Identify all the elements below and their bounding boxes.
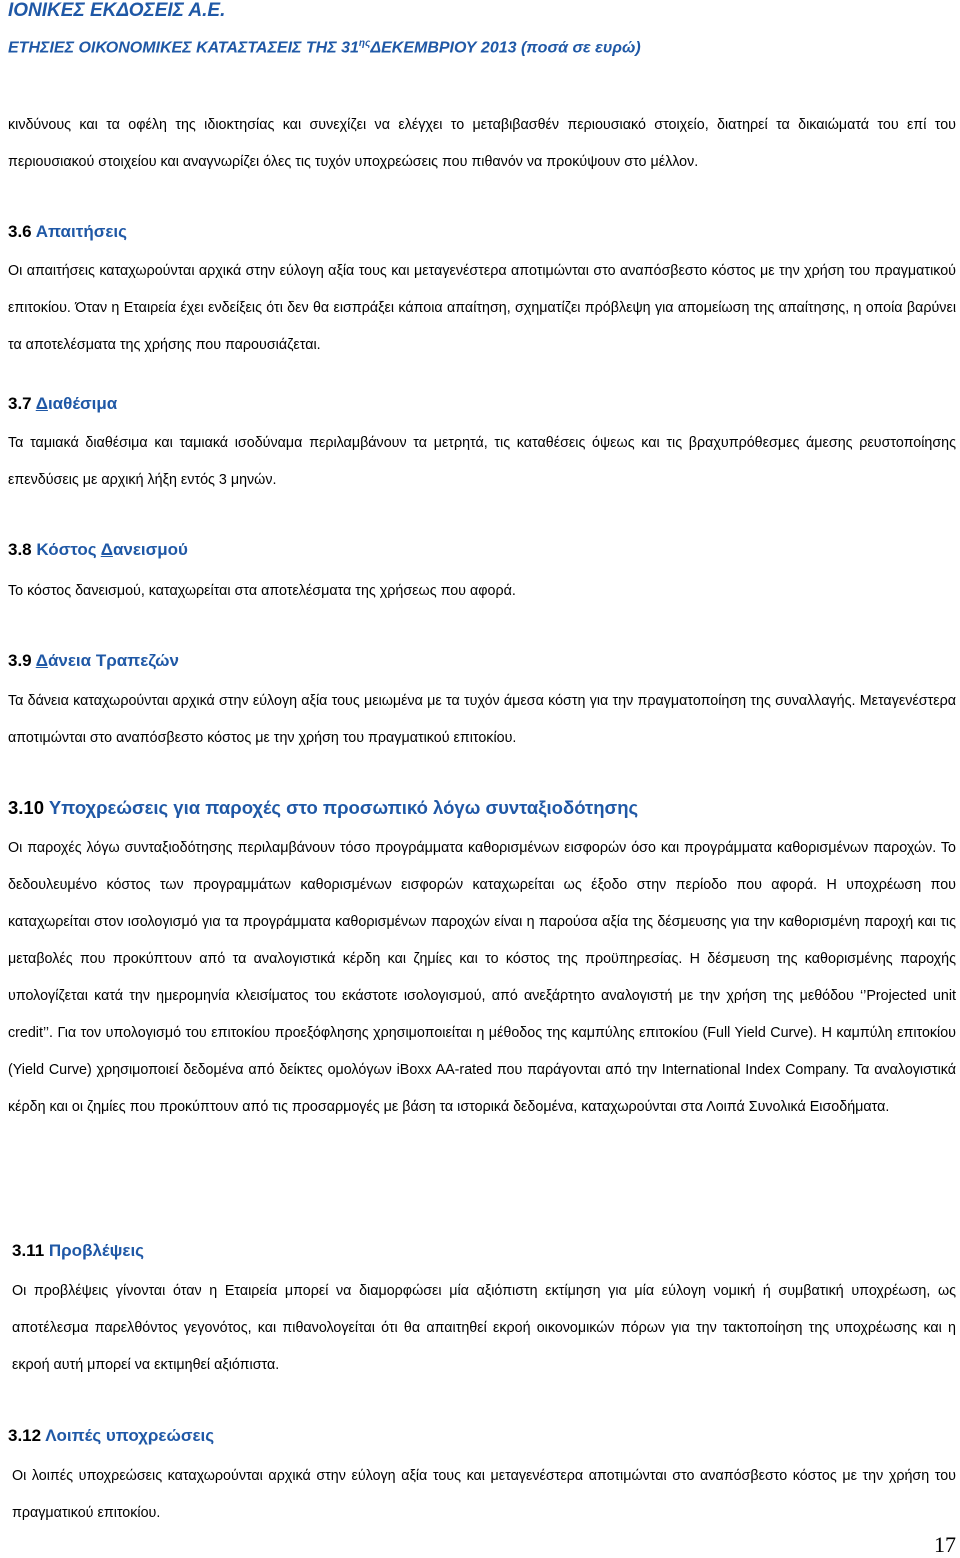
section-3-6-heading (8, 222, 127, 242)
section-3-11-body: Οι προβλέψεις γίνονται όταν η Εταιρεία μπορεί να διαμορφώσει μία αξιόπιστη εκτίμηση για μία εύλογη νομική ή συμβατική υποχρέωση, ως αποτέλεσμα παρελθόντος γεγονότος, και πιθανολογείται ότι θα απαιτηθεί εκροή οικονομικών πόρων για την τακτοποίηση της υποχρέωσης και η εκροή αυτή μπορεί να εκτιμηθεί αξιόπιστα. (12, 1283, 956, 1373)
section-title: Προβλέψεις (48, 1241, 145, 1260)
report-subtitle (8, 38, 641, 57)
intro-paragraph: κινδύνους και τα οφέλη της ιδιοκτησίας και συνεχίζει να ελέγχει το μεταβιβασθέν περιουσιακό στοιχείο, διατηρεί τα δικαιώματά του επί του περιουσιακού στοιχείου και αναγνωρίζει όλες τις τυχόν υποχρεώσεις που πιθανόν να προκύψουν στο μέλλον. (8, 117, 956, 170)
section-3-9-heading (8, 651, 179, 671)
section-3-9-body: Τα δάνεια καταχωρούνται αρχικά στην εύλογη αξία τους μειωμένα με τα τυχόν άμεσα κόστη για την πραγματοποίηση της συναλλαγής. Μεταγενέστερα αποτιμώνται στο αναπόσβεστο κόστος με την χρήση του πραγματικού επιτοκίου. (8, 693, 956, 746)
section-number: 3.7 (8, 394, 32, 413)
subtitle-pre: ΕΤΗΣΙΕΣ ΟΙΚΟΝΟΜΙΚΕΣ ΚΑΤΑΣΤΑΣΕΙΣ ΤΗΣ 31 (8, 39, 359, 57)
section-number: 3.10 (8, 797, 45, 818)
section-number: 3.12 (8, 1426, 42, 1445)
section-title: Διαθέσιμα (35, 394, 118, 413)
section-3-12-heading (8, 1426, 214, 1446)
subtitle-superscript: ης (358, 38, 371, 49)
section-number: 3.8 (8, 540, 32, 559)
section-3-7-heading (8, 394, 117, 414)
company-name: ΙΟΝΙΚΕΣ ΕΚΔΟΣΕΙΣ Α.Ε. (8, 0, 226, 21)
section-3-12-body: Οι λοιπές υποχρεώσεις καταχωρούνται αρχικά στην εύλογη αξία τους και μεταγενέστερα αποτιμώνται στο αναπόσβεστο κόστος με την χρήση του πραγματικού επιτοκίου. (12, 1468, 956, 1521)
section-3-8-body: Το κόστος δανεισμού, καταχωρείται στα αποτελέσματα της χρήσεως που αφορά. (8, 583, 516, 599)
section-3-10-heading (8, 797, 638, 819)
section-title: Λοιπές υποχρεώσεις (45, 1426, 215, 1445)
section-3-7-body: Τα ταμιακά διαθέσιμα και ταμιακά ισοδύναμα περιλαμβάνουν τα μετρητά, τις καταθέσεις όψεως και τις βραχυπρόθεσμες άμεσης ρευστοποίησης επενδύσεις με αρχική λήξη εντός 3 μηνών. (8, 435, 956, 488)
section-title: Υποχρεώσεις για παροχές στο προσωπικό λόγω συνταξιοδότησης (48, 797, 639, 818)
section-title: Δάνεια Τραπεζών (35, 651, 179, 670)
section-number: 3.11 (12, 1241, 45, 1260)
section-title: Απαιτήσεις (35, 222, 127, 241)
section-number: 3.9 (8, 651, 32, 670)
section-3-6-body: Οι απαιτήσεις καταχωρούνται αρχικά στην εύλογη αξία τους και μεταγενέστερα αποτιμώνται στο αναπόσβεστο κόστος με την χρήση του πραγματικού επιτοκίου. Όταν η Εταιρεία έχει ενδείξεις ότι δεν θα εισπράξει κάποια απαίτηση, σχηματίζει πρόβλεψη για απομείωση της απαίτησης, η οποία βαρύνει τα αποτελέσματα της χρήσης που παρουσιάζεται. (8, 263, 956, 353)
section-3-10-body: Οι παροχές λόγω συνταξιοδότησης περιλαμβάνουν τόσο προγράμματα καθορισμένων εισφορών όσο και προγράμματα καθορισμένων παροχών. Το δεδουλευμένο κόστος των προγραμμάτων καθορισμένων εισφορών καταχωρείται ως έξοδο στην περίοδο που αφορά. Η υποχρέωση που καταχωρείται στον ισολογισμό για τα προγράμματα καθορισμένων παροχών είναι η παρούσα αξία της δέσμευσης για την καθορισμένη παροχή και τις μεταβολές που προκύπτουν από τα αναλογιστικά κέρδη και ζημίες και το κόστος της προϋπηρεσίας. Η δέσμευση της καθορισμένης παροχής υπολογίζεται κατά την ημερομηνία κλεισίματος του εκάστοτε ισολογισμού, από ανεξάρτητο αναλογιστή με την χρήση της μεθόδου ‘’Projected unit credit’’. Για τον υπολογισμό του επιτοκίου προεξόφλησης χρησιμοποιείται η μέθοδος της καμπύλης επιτοκίου (Full Yield Curve). Η καμπύλη επιτοκίου (Yield Curve) χρησιμοποιεί δεδομένα από δείκτες ομολόγων iBoxx AA-rated που παράγονται από την International Index Company. Τα αναλογιστικά κέρδη και οι ζημίες που προκύπτουν από τις προσαρμογές με βάση τα ιστορικά δεδομένα, καταχωρούνται στα Λοιπά Συνολικά Εισοδήματα. (8, 840, 956, 1115)
subtitle-post: ΔΕΚΕΜΒΡΙΟΥ 2013 (ποσά σε ευρώ) (370, 39, 641, 57)
section-number: 3.6 (8, 222, 32, 241)
section-3-11-heading (12, 1241, 144, 1261)
page-number: 17 (934, 1532, 956, 1557)
section-title: Κόστος Δανεισμού (36, 540, 188, 559)
section-3-8-heading (8, 540, 188, 560)
